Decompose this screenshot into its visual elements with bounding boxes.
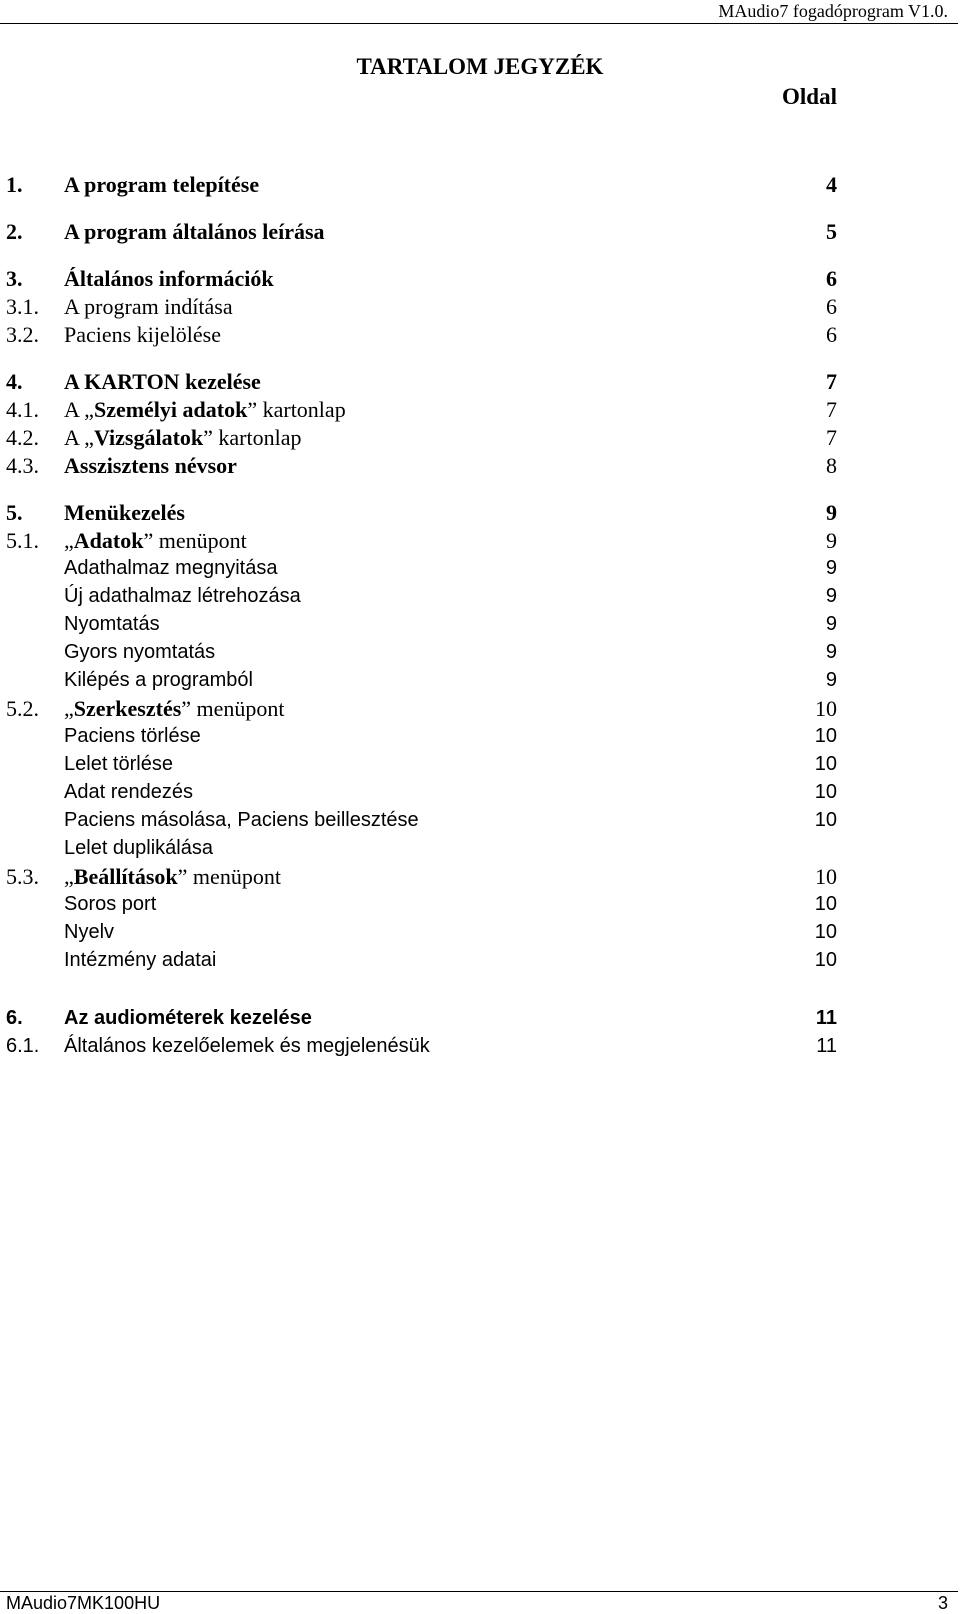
toc-entry-title: Lelet duplikálása (64, 837, 213, 859)
toc-entry-title: Új adathalmaz létrehozása (64, 585, 301, 607)
toc-entry-number: 6. (6, 1007, 23, 1029)
toc-entry-page: 7 (826, 369, 837, 394)
toc-entry-title: Paciens törlése (64, 725, 201, 747)
toc-entry-number: 3.2. (6, 322, 39, 347)
toc-entry-title: Adat rendezés (64, 781, 193, 803)
toc-entry-number: 5.1. (6, 528, 39, 553)
toc-entry-page: 8 (826, 453, 837, 478)
toc-entry-title: „Adatok” menüpont (64, 528, 247, 553)
toc-entry-title: Menükezelés (64, 500, 185, 525)
toc-entry-title: A „Vizsgálatok” kartonlap (64, 425, 302, 450)
toc-entry-title: Paciens másolása, Paciens beillesztése (64, 809, 419, 831)
toc-entry[interactable] (0, 778, 960, 807)
toc-entry[interactable] (0, 666, 960, 695)
toc-entry[interactable] (0, 498, 960, 527)
toc-entry-page: 6 (826, 294, 837, 319)
toc-entry-title: Adathalmaz megnyitása (64, 557, 278, 579)
toc-entry-number: 4. (6, 369, 23, 394)
toc-entry-title: Lelet törlése (64, 753, 173, 775)
toc-entry-title: A program telepítése (64, 172, 260, 197)
toc-entry[interactable] (0, 451, 960, 480)
page-footer (0, 1591, 958, 1614)
toc-entry-title: Általános kezelőelemek és megjelenésük (64, 1035, 430, 1057)
toc-entry[interactable] (0, 946, 960, 975)
toc-entry-page: 10 (815, 864, 837, 889)
toc-entry[interactable] (0, 320, 960, 349)
toc-entry-number: 4.1. (6, 397, 39, 422)
toc-entry-page: 11 (816, 1035, 837, 1057)
toc-entry-number: 1. (6, 172, 23, 197)
toc-entry[interactable] (0, 1004, 960, 1033)
toc-entry[interactable] (0, 918, 960, 947)
toc-entry[interactable] (0, 423, 960, 452)
toc-entry-page: 9 (826, 528, 837, 553)
toc-entry-number: 4.3. (6, 453, 39, 478)
toc-entry-title: Kilépés a programból (64, 669, 253, 691)
toc-entry-page: 7 (826, 397, 837, 422)
toc-entry-page: 10 (814, 921, 837, 943)
toc-entry-emphasis: Szerkesztés (73, 696, 182, 721)
toc-entry[interactable] (0, 217, 960, 246)
page-column-label: Oldal (782, 84, 837, 109)
toc-entry-page: 10 (814, 725, 837, 747)
footer-doc-id: MAudio7MK100HU (6, 1593, 161, 1613)
toc-entry-page: 10 (814, 893, 837, 915)
toc-entry-number: 5.3. (6, 864, 39, 889)
toc-entry-page: 9 (825, 585, 837, 607)
toc-entry-emphasis: Asszisztens névsor (64, 453, 237, 478)
toc-entry-page: 5 (826, 219, 837, 244)
toc-entry[interactable] (0, 750, 960, 779)
toc-entry-title: Intézmény adatai (64, 949, 217, 971)
toc-entry[interactable] (0, 582, 960, 611)
toc-entry-title: A KARTON kezelése (64, 369, 261, 394)
toc-entry-number: 3.1. (6, 294, 39, 319)
toc-entry-title: Nyelv (64, 921, 115, 943)
toc-entry-title: A program általános leírása (64, 219, 325, 244)
toc-entry-title: Gyors nyomtatás (64, 641, 216, 663)
toc-entry[interactable] (0, 610, 960, 639)
toc-entry-title: „Beállítások” menüpont (64, 864, 281, 889)
toc-entry-title: „Szerkesztés” menüpont (64, 696, 285, 721)
toc-entry-number: 5. (6, 500, 23, 525)
toc-entry-page: 9 (825, 557, 837, 579)
toc-entry-number: 2. (6, 219, 23, 244)
toc-entry-page: 10 (814, 781, 837, 803)
toc-entry[interactable] (0, 526, 960, 555)
toc-entry-title: Az audiométerek kezelése (64, 1007, 312, 1029)
toc-entry-number: 4.2. (6, 425, 39, 450)
toc-entry-page: 10 (814, 949, 837, 971)
toc-entry-page: 7 (826, 425, 837, 450)
toc-entry-title: Soros port (64, 893, 157, 915)
page-header (0, 0, 958, 24)
toc-entry-emphasis: Vizsgálatok (93, 425, 204, 450)
toc-entry-page: 9 (825, 669, 837, 691)
toc-entry-page: 9 (826, 500, 837, 525)
toc-entry[interactable] (0, 834, 960, 863)
toc-title: TARTALOM JEGYZÉK (356, 54, 604, 79)
toc-entry-page: 4 (826, 172, 837, 197)
toc-entry[interactable] (0, 722, 960, 751)
footer-page-number: 3 (937, 1593, 948, 1613)
toc-entry[interactable] (0, 694, 960, 723)
toc-entry-title: Paciens kijelölése (64, 322, 222, 347)
toc-entry-page: 10 (815, 696, 837, 721)
toc-entry[interactable] (0, 862, 960, 891)
toc-entry-number: 6.1. (6, 1035, 40, 1057)
toc-entry-emphasis: Adatok (73, 528, 144, 553)
toc-entry[interactable] (0, 890, 960, 919)
toc-entry[interactable] (0, 395, 960, 424)
toc-entry-page: 11 (815, 1007, 837, 1029)
toc-entry-title: A „Személyi adatok” kartonlap (64, 397, 346, 422)
toc-entry[interactable] (0, 170, 960, 199)
toc-entry-number: 5.2. (6, 696, 39, 721)
toc-entry[interactable] (0, 554, 960, 583)
toc-entry-number: 3. (6, 266, 23, 291)
toc-entry-emphasis: Személyi adatok (93, 397, 248, 422)
toc-entry[interactable] (0, 367, 960, 396)
toc-entry-title: A program indítása (64, 294, 233, 319)
toc-entry[interactable] (0, 638, 960, 667)
header-text: MAudio7 fogadóprogram V1.0. (718, 1, 948, 21)
toc-entry-page: 10 (814, 753, 837, 775)
toc-entry[interactable] (0, 1032, 960, 1061)
toc-entry-emphasis: Beállítások (73, 864, 178, 889)
toc-entry[interactable] (0, 264, 960, 293)
toc-entry-page: 9 (825, 613, 837, 635)
toc-entry-page: 6 (826, 322, 837, 347)
toc-entry[interactable] (0, 806, 960, 835)
toc-entry-page: 9 (825, 641, 837, 663)
toc-entry-page: 6 (826, 266, 837, 291)
toc-entry[interactable] (0, 292, 960, 321)
toc-entry-page: 10 (814, 809, 837, 831)
toc-entry-title (64, 451, 237, 480)
toc-entry-title: Nyomtatás (64, 613, 160, 635)
toc-entry-title: Általános információk (64, 266, 274, 291)
